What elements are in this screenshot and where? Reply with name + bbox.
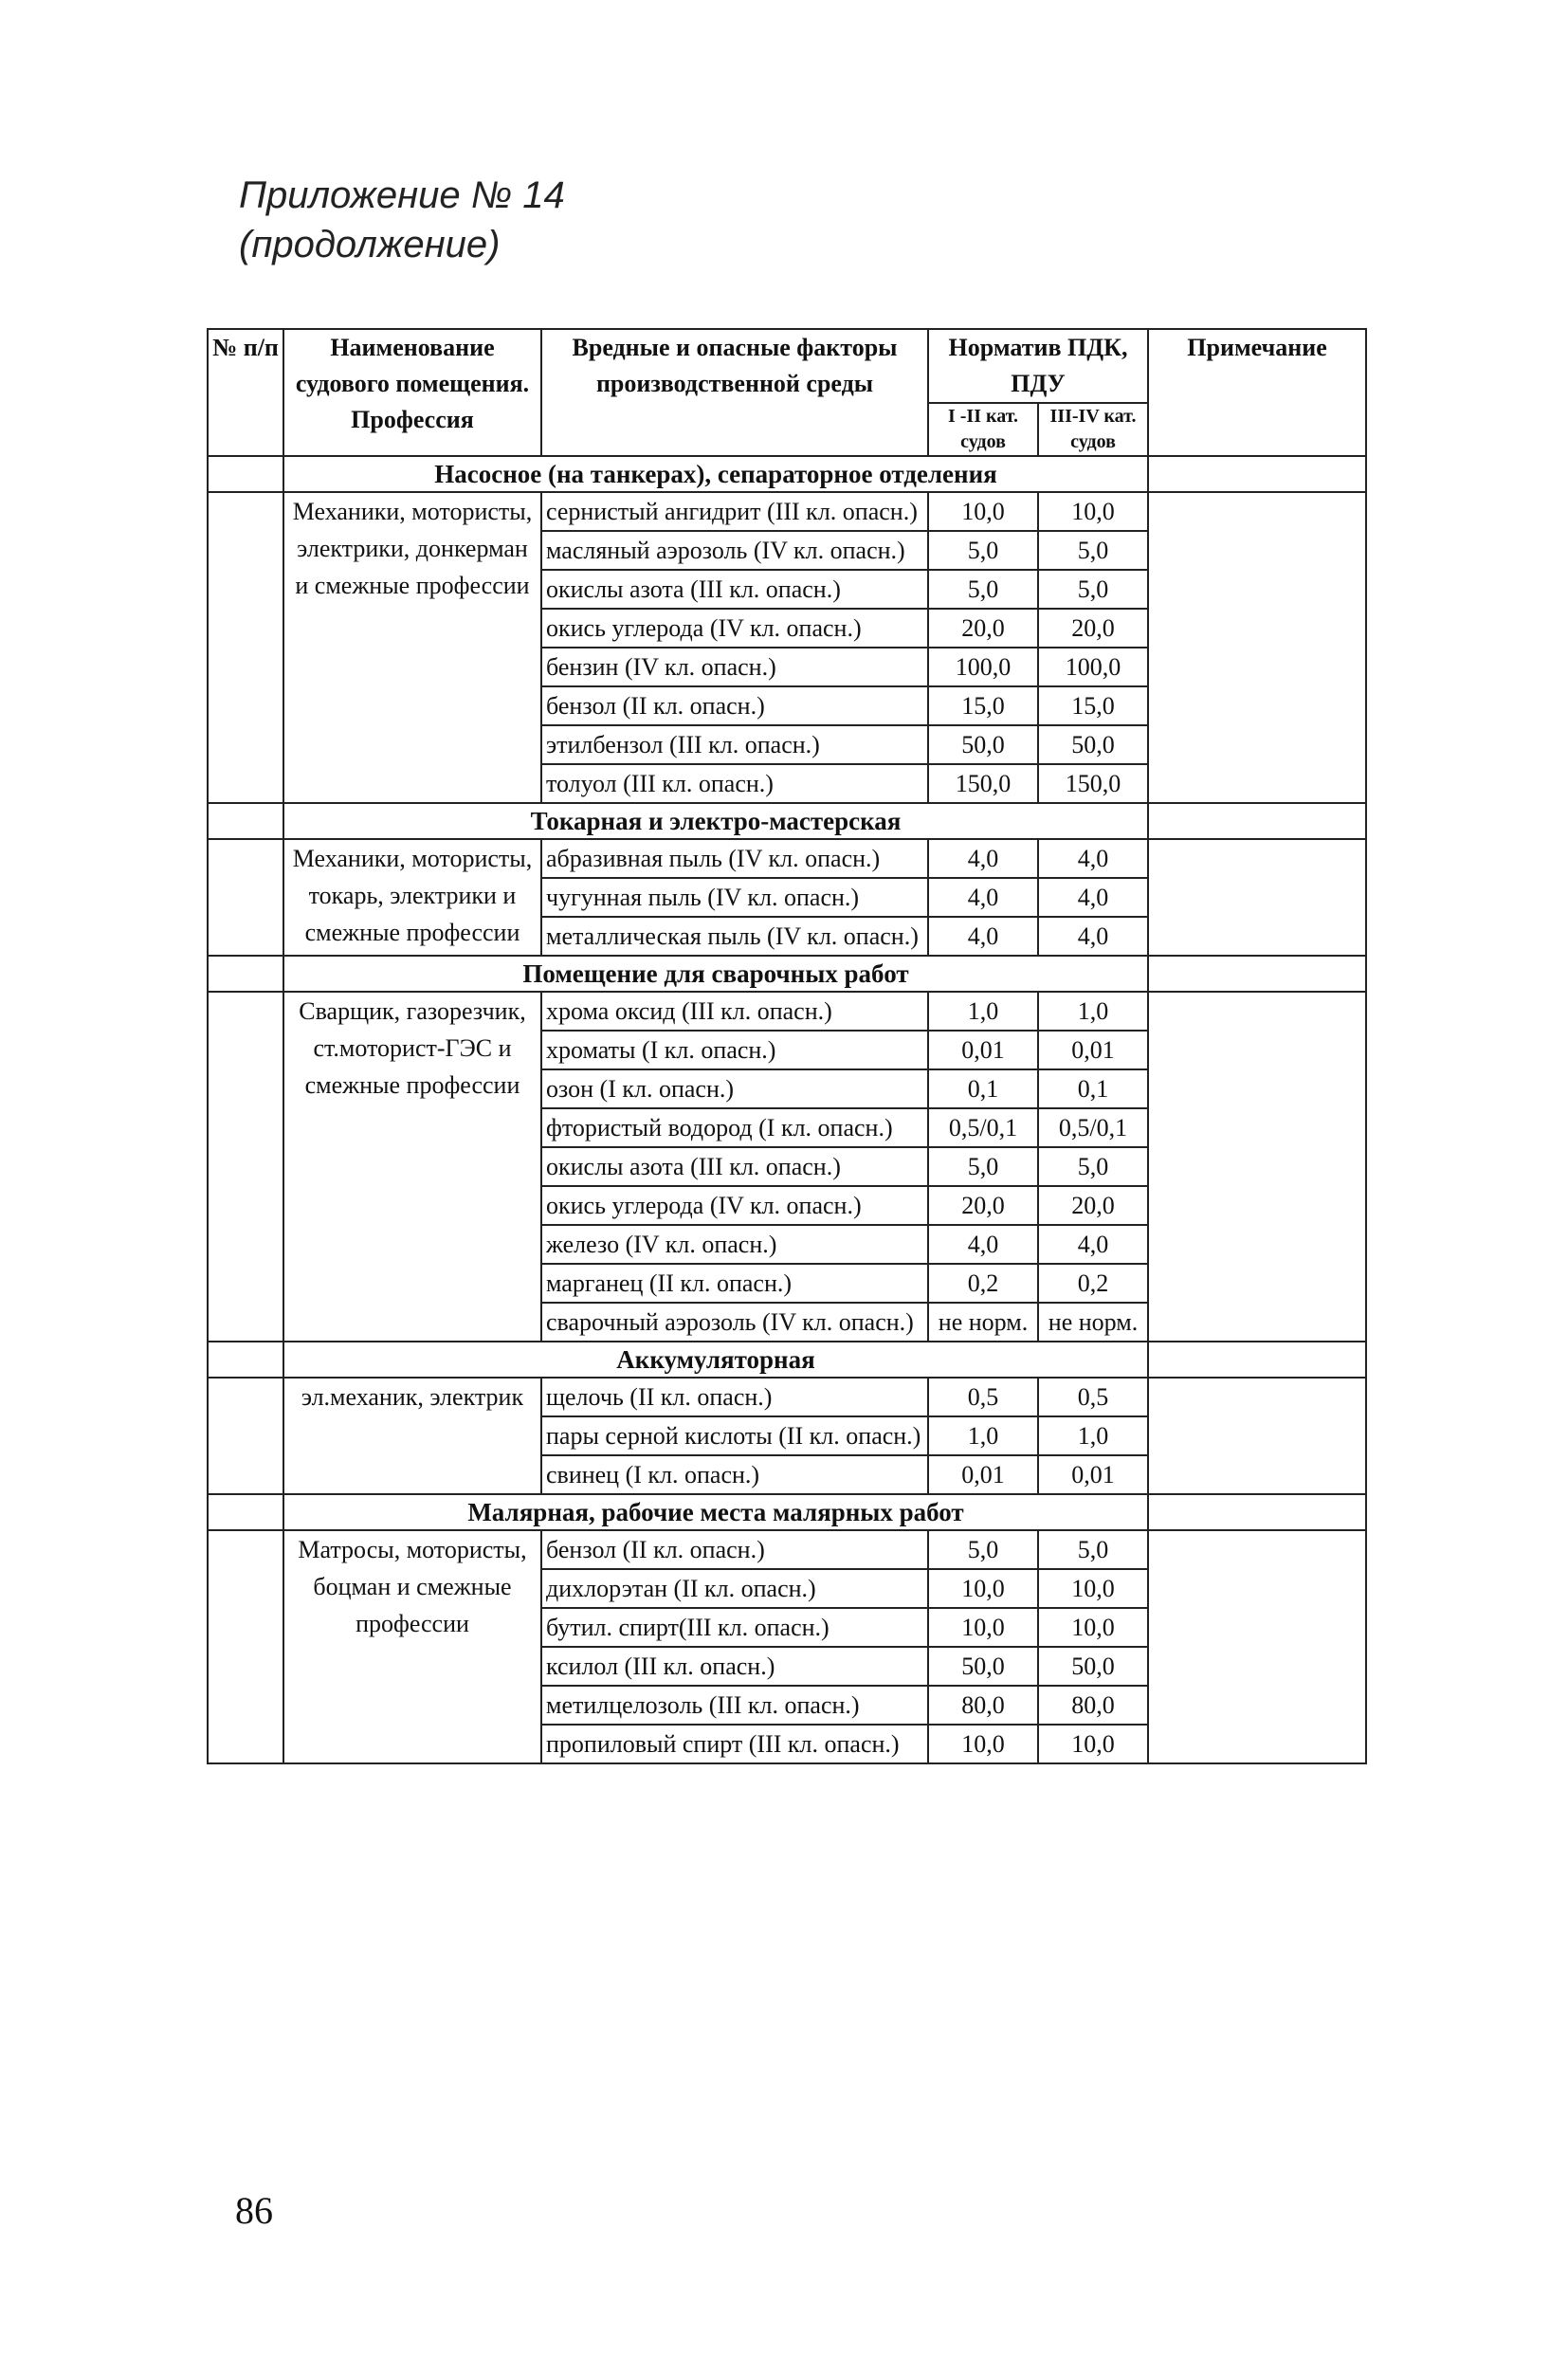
norm-cat1-cell: 0,01 <box>928 1031 1038 1069</box>
table-row <box>208 492 1366 531</box>
number-cell <box>208 492 283 803</box>
page-number: 86 <box>235 2189 273 2232</box>
norm-cat1-cell: 5,0 <box>928 1530 1038 1569</box>
table-row <box>208 992 1366 1031</box>
factor-cell: железо (IV кл. опасн.) <box>541 1225 928 1264</box>
factor-cell: пропиловый спирт (III кл. опасн.) <box>541 1725 928 1763</box>
column-header-norm: Норматив ПДК, ПДУ <box>928 329 1148 403</box>
norm-cat2-cell: 5,0 <box>1038 1147 1148 1186</box>
norm-cat2-cell: 15,0 <box>1038 686 1148 725</box>
norm-cat1-cell: 0,2 <box>928 1264 1038 1303</box>
notes-cell <box>1148 956 1366 992</box>
notes-cell <box>1148 992 1366 1342</box>
norm-cat1-cell: 0,01 <box>928 1455 1038 1494</box>
column-header-room: Наименование судового помещения. Профессия <box>283 329 541 456</box>
number-cell <box>208 1494 283 1530</box>
column-header-norm-cat2: III-IV кат. судов <box>1038 403 1148 456</box>
norm-cat1-cell: 0,5 <box>928 1378 1038 1416</box>
norm-cat1-cell: 5,0 <box>928 570 1038 609</box>
norm-cat1-cell: 50,0 <box>928 1647 1038 1686</box>
notes-cell <box>1148 1530 1366 1763</box>
table-header-row <box>208 329 1366 403</box>
number-cell <box>208 1378 283 1494</box>
factor-cell: марганец (II кл. опасн.) <box>541 1264 928 1303</box>
norm-cat2-cell: 50,0 <box>1038 725 1148 764</box>
norm-cat1-cell: 0,1 <box>928 1069 1038 1108</box>
norm-cat2-cell: не норм. <box>1038 1303 1148 1342</box>
norm-cat2-cell: 0,01 <box>1038 1455 1148 1494</box>
norm-cat2-cell: 0,5/0,1 <box>1038 1108 1148 1147</box>
norm-cat2-cell: 0,5 <box>1038 1378 1148 1416</box>
norm-cat1-cell: 10,0 <box>928 1725 1038 1763</box>
norm-cat2-cell: 5,0 <box>1038 1530 1148 1569</box>
column-header-notes: Примечание <box>1148 329 1366 456</box>
table-row <box>208 1378 1366 1416</box>
norm-cat2-cell: 4,0 <box>1038 839 1148 878</box>
factor-cell: окислы азота (III кл. опасн.) <box>541 570 928 609</box>
column-header-number: № п/п <box>208 329 283 456</box>
norm-cat2-cell: 80,0 <box>1038 1686 1148 1725</box>
table-row <box>208 839 1366 878</box>
norm-cat1-cell: не норм. <box>928 1303 1038 1342</box>
factor-cell: хроматы (I кл. опасн.) <box>541 1031 928 1069</box>
factor-cell: толуол (III кл. опасн.) <box>541 764 928 803</box>
profession-cell: Сварщик, газорезчик, ст.моторист-ГЭС и смежные профессии <box>283 992 541 1342</box>
section-title: Малярная, рабочие места малярных работ <box>283 1494 1148 1530</box>
norm-cat1-cell: 10,0 <box>928 492 1038 531</box>
norm-cat2-cell: 10,0 <box>1038 1608 1148 1647</box>
norm-cat1-cell: 1,0 <box>928 1416 1038 1455</box>
profession-cell: эл.механик, электрик <box>283 1378 541 1494</box>
norm-cat1-cell: 20,0 <box>928 1186 1038 1225</box>
norm-cat2-cell: 10,0 <box>1038 1569 1148 1608</box>
factor-cell: этилбензол (III кл. опасн.) <box>541 725 928 764</box>
factor-cell: окислы азота (III кл. опасн.) <box>541 1147 928 1186</box>
norm-cat2-cell: 1,0 <box>1038 992 1148 1031</box>
factor-cell: пары серной кислоты (II кл. опасн.) <box>541 1416 928 1455</box>
norm-cat1-cell: 4,0 <box>928 1225 1038 1264</box>
factor-cell: сварочный аэрозоль (IV кл. опасн.) <box>541 1303 928 1342</box>
number-cell <box>208 803 283 839</box>
factor-cell: окись углерода (IV кл. опасн.) <box>541 1186 928 1225</box>
notes-cell <box>1148 1494 1366 1530</box>
norms-table-container <box>207 328 1365 1764</box>
section-title-row <box>208 1494 1366 1530</box>
number-cell <box>208 839 283 956</box>
norm-cat2-cell: 5,0 <box>1038 570 1148 609</box>
norm-cat2-cell: 10,0 <box>1038 1725 1148 1763</box>
norm-cat1-cell: 150,0 <box>928 764 1038 803</box>
factor-cell: ксилол (III кл. опасн.) <box>541 1647 928 1686</box>
norm-cat2-cell: 5,0 <box>1038 531 1148 570</box>
section-title: Насосное (на танкерах), сепараторное отделения <box>283 456 1148 492</box>
number-cell <box>208 1530 283 1763</box>
notes-cell <box>1148 456 1366 492</box>
notes-cell <box>1148 839 1366 956</box>
factor-cell: окись углерода (IV кл. опасн.) <box>541 609 928 648</box>
norm-cat1-cell: 10,0 <box>928 1608 1038 1647</box>
norm-cat2-cell: 0,1 <box>1038 1069 1148 1108</box>
notes-cell <box>1148 1342 1366 1378</box>
factor-cell: бутил. спирт(III кл. опасн.) <box>541 1608 928 1647</box>
norm-cat2-cell: 0,2 <box>1038 1264 1148 1303</box>
factor-cell: свинец (I кл. опасн.) <box>541 1455 928 1494</box>
norm-cat2-cell: 100,0 <box>1038 648 1148 686</box>
norm-cat1-cell: 15,0 <box>928 686 1038 725</box>
profession-cell: Механики, мотористы, электрики, донкерман и смежные профессии <box>283 492 541 803</box>
norm-cat1-cell: 5,0 <box>928 1147 1038 1186</box>
number-cell <box>208 956 283 992</box>
page-heading <box>239 171 565 269</box>
norm-cat1-cell: 80,0 <box>928 1686 1038 1725</box>
section-title: Помещение для сварочных работ <box>283 956 1148 992</box>
norm-cat1-cell: 50,0 <box>928 725 1038 764</box>
factor-cell: чугунная пыль (IV кл. опасн.) <box>541 878 928 917</box>
norm-cat1-cell: 100,0 <box>928 648 1038 686</box>
number-cell <box>208 456 283 492</box>
profession-cell: Механики, мотористы, токарь, электрики и смежные профессии <box>283 839 541 956</box>
norm-cat2-cell: 10,0 <box>1038 492 1148 531</box>
section-title-row <box>208 456 1366 492</box>
table-row <box>208 1530 1366 1569</box>
appendix-title: Приложение № 14 <box>239 174 565 216</box>
notes-cell <box>1148 492 1366 803</box>
factor-cell: масляный аэрозоль (IV кл. опасн.) <box>541 531 928 570</box>
factor-cell: фтористый водород (I кл. опасн.) <box>541 1108 928 1147</box>
factor-cell: сернистый ангидрит (III кл. опасн.) <box>541 492 928 531</box>
factor-cell: бензин (IV кл. опасн.) <box>541 648 928 686</box>
section-title-row <box>208 1342 1366 1378</box>
factor-cell: металлическая пыль (IV кл. опасн.) <box>541 917 928 956</box>
norm-cat1-cell: 4,0 <box>928 839 1038 878</box>
norm-cat1-cell: 1,0 <box>928 992 1038 1031</box>
factor-cell: дихлорэтан (II кл. опасн.) <box>541 1569 928 1608</box>
section-title: Аккумуляторная <box>283 1342 1148 1378</box>
table-body <box>208 456 1366 1763</box>
norm-cat1-cell: 0,5/0,1 <box>928 1108 1038 1147</box>
norm-cat1-cell: 5,0 <box>928 531 1038 570</box>
norm-cat1-cell: 10,0 <box>928 1569 1038 1608</box>
section-title-row <box>208 956 1366 992</box>
column-header-factors: Вредные и опасные факторы производственной среды <box>541 329 928 456</box>
norm-cat2-cell: 20,0 <box>1038 1186 1148 1225</box>
factor-cell: щелочь (II кл. опасн.) <box>541 1378 928 1416</box>
section-title-row <box>208 803 1366 839</box>
norm-cat2-cell: 4,0 <box>1038 1225 1148 1264</box>
norm-cat2-cell: 20,0 <box>1038 609 1148 648</box>
factor-cell: бензол (II кл. опасн.) <box>541 1530 928 1569</box>
number-cell <box>208 992 283 1342</box>
profession-cell: Матросы, мотористы, боцман и смежные профессии <box>283 1530 541 1763</box>
section-title: Токарная и электро-мастерская <box>283 803 1148 839</box>
norm-cat1-cell: 20,0 <box>928 609 1038 648</box>
norm-cat2-cell: 1,0 <box>1038 1416 1148 1455</box>
column-header-norm-cat1: I -II кат. судов <box>928 403 1038 456</box>
norm-cat2-cell: 150,0 <box>1038 764 1148 803</box>
factor-cell: озон (I кл. опасн.) <box>541 1069 928 1108</box>
norms-table <box>207 328 1367 1764</box>
norm-cat2-cell: 4,0 <box>1038 917 1148 956</box>
norm-cat2-cell: 50,0 <box>1038 1647 1148 1686</box>
factor-cell: хрома оксид (III кл. опасн.) <box>541 992 928 1031</box>
norm-cat1-cell: 4,0 <box>928 917 1038 956</box>
factor-cell: абразивная пыль (IV кл. опасн.) <box>541 839 928 878</box>
norm-cat1-cell: 4,0 <box>928 878 1038 917</box>
factor-cell: метилцелозоль (III кл. опасн.) <box>541 1686 928 1725</box>
norm-cat2-cell: 4,0 <box>1038 878 1148 917</box>
number-cell <box>208 1342 283 1378</box>
factor-cell: бензол (II кл. опасн.) <box>541 686 928 725</box>
notes-cell <box>1148 803 1366 839</box>
notes-cell <box>1148 1378 1366 1494</box>
appendix-subtitle: (продолжение) <box>239 224 501 265</box>
norm-cat2-cell: 0,01 <box>1038 1031 1148 1069</box>
